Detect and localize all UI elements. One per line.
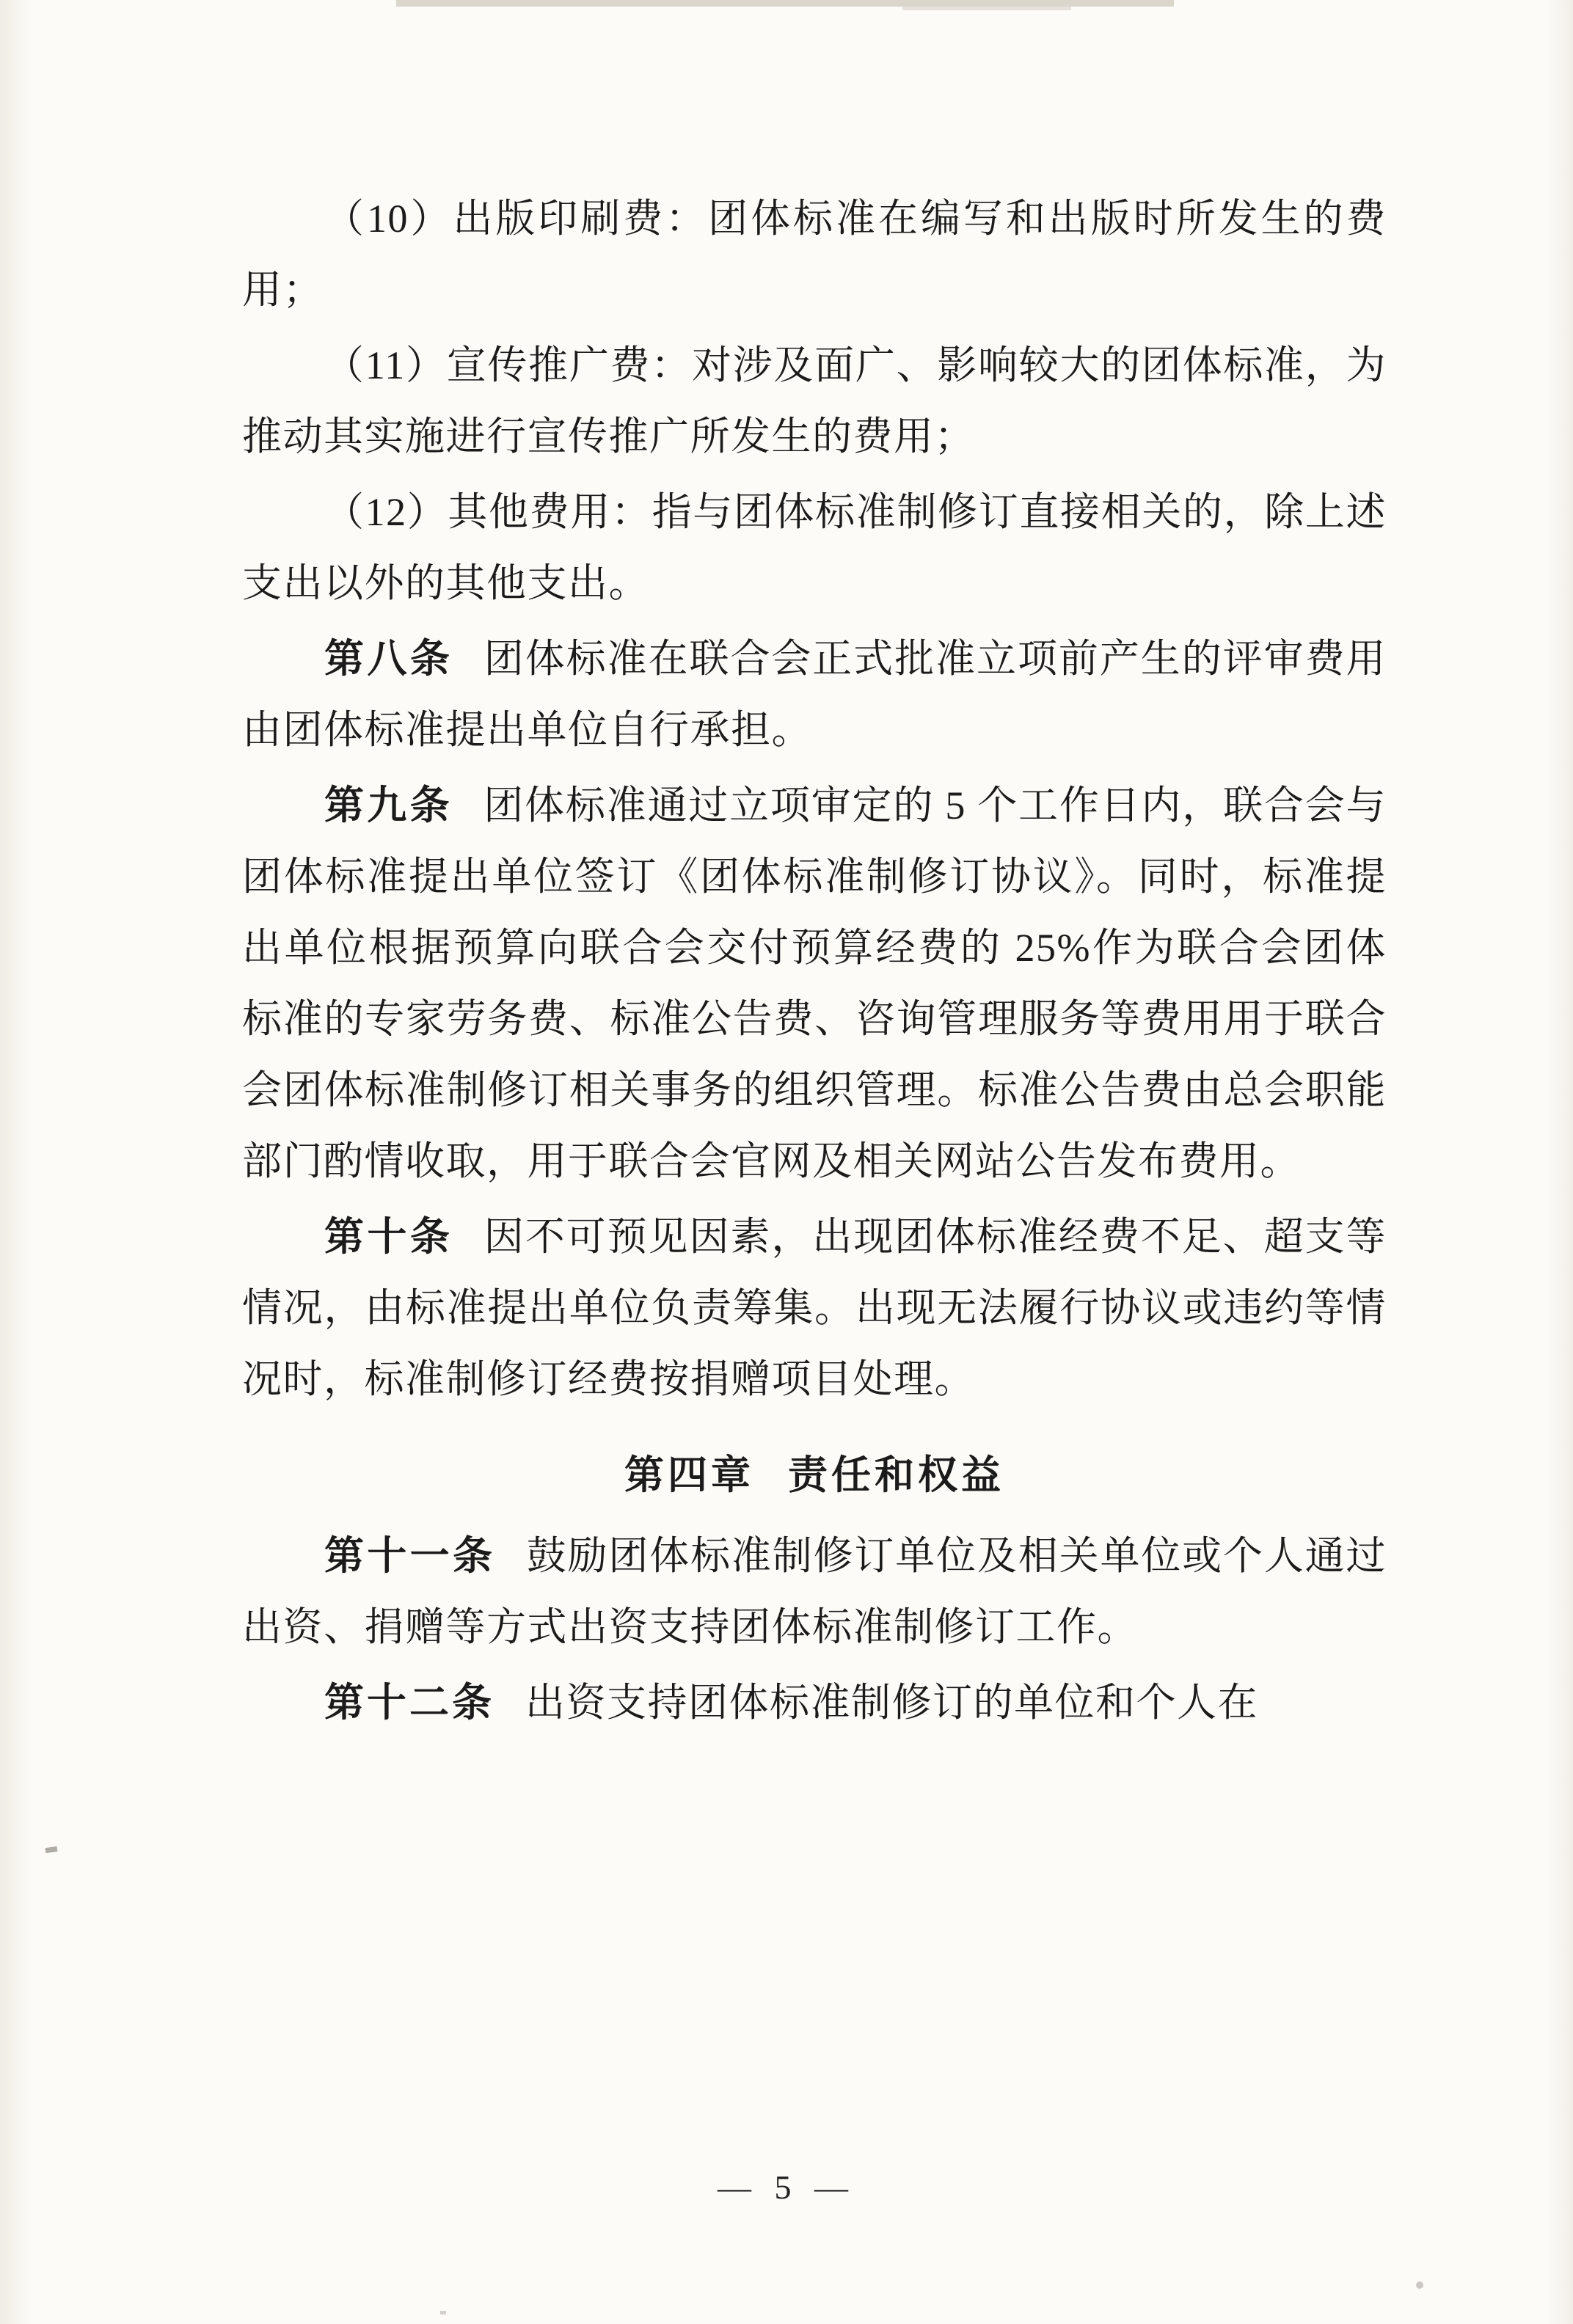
article-label: 第八条 bbox=[324, 637, 453, 681]
article-text: 团体标准在联合会正式批准立项前产生的评审费用由团体标准提出单位自行承担。 bbox=[242, 637, 1387, 752]
chapter-title: 责任和权益 bbox=[788, 1453, 1004, 1497]
article-paragraph-8 bbox=[242, 624, 1387, 766]
scan-artifact-top-band bbox=[396, 0, 1174, 7]
article-paragraph-12 bbox=[242, 1667, 1387, 1739]
article-label: 第十二条 bbox=[324, 1681, 494, 1725]
article-label: 第九条 bbox=[324, 783, 453, 827]
scan-speck bbox=[45, 1846, 58, 1853]
scan-artifact-top-band-secondary bbox=[902, 7, 1071, 10]
list-item-paragraph: （11）宣传推广费：对涉及面广、影响较大的团体标准，为推动其实施进行宣传推广所发生的费用； bbox=[242, 343, 1387, 458]
page-edge-shadow-left bbox=[0, 0, 32, 2324]
chapter-heading bbox=[242, 1440, 1387, 1510]
article-text: 鼓励团体标准制修订单位及相关单位或个人通过出资、捐赠等方式出资支持团体标准制修订工作。 bbox=[242, 1534, 1387, 1649]
list-item-paragraph: （10）出版印刷费：团体标准在编写和出版时所发生的费用； bbox=[242, 197, 1387, 312]
list-item-paragraph: （12）其他费用：指与团体标准制修订直接相关的，除上述支出以外的其他支出。 bbox=[242, 490, 1387, 605]
scan-speck bbox=[1416, 2281, 1423, 2289]
article-paragraph-10 bbox=[242, 1202, 1387, 1415]
article-paragraph-11 bbox=[242, 1521, 1387, 1663]
article-label: 第十一条 bbox=[324, 1534, 496, 1578]
scan-speck bbox=[440, 2311, 446, 2314]
article-text: 出资支持团体标准制修订的单位和个人在 bbox=[525, 1681, 1258, 1725]
article-label: 第十条 bbox=[324, 1215, 453, 1259]
article-text: 因不可预见因素，出现团体标准经费不足、超支等情况，由标准提出单位负责筹集。出现无法履行协议或违约等情况时，标准制修订经费按捐赠项目处理。 bbox=[242, 1215, 1387, 1401]
page-edge-shadow-right bbox=[1547, 0, 1573, 2324]
document-body bbox=[242, 183, 1387, 1743]
page-number: — 5 — bbox=[718, 2168, 855, 2206]
article-text: 团体标准通过立项审定的 5 个工作日内，联合会与团体标准提出单位签订《团体标准制修订协议》。同时，标准提出单位根据预算向联合会交付预算经费的 25%作为联合会团体标准的专家劳务费、标准公告费、咨询管理服务等费用用于联合会团体标准制修订相关事务的组织管理。标准公告费由总会职能部门酌情收取，用于联合会官网及相关网站公告发布费用。 bbox=[242, 783, 1387, 1183]
article-paragraph-9 bbox=[242, 770, 1387, 1197]
chapter-number: 第四章 bbox=[624, 1453, 754, 1497]
